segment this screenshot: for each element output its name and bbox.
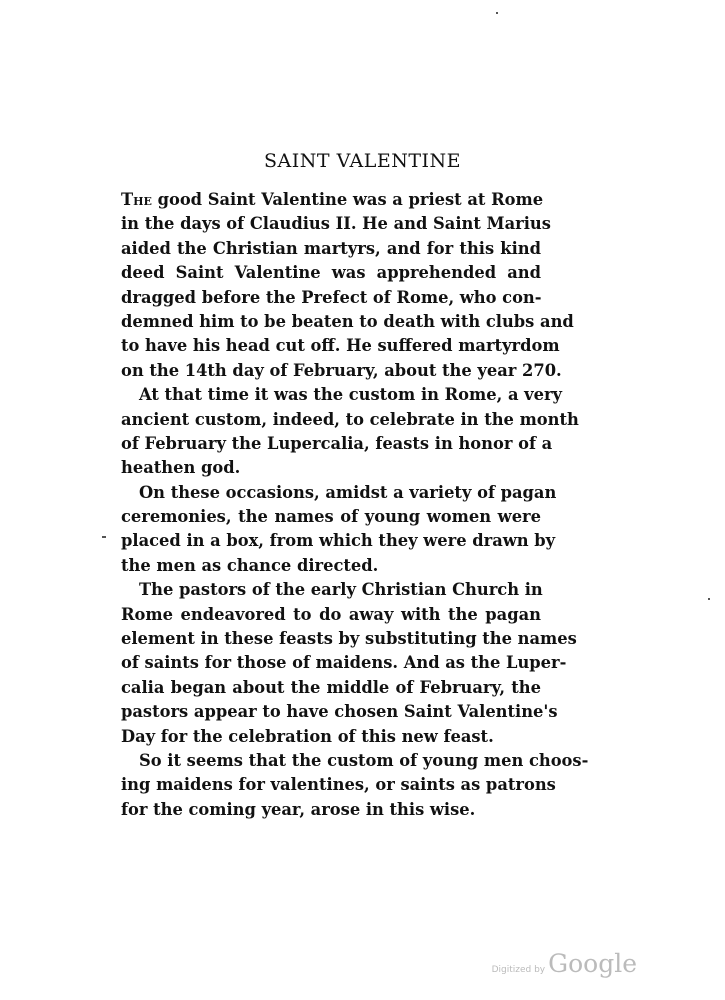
text-line-11: of February the Lupercalia, feasts in honor of a (121, 433, 553, 453)
text-line-5: dragged before the Prefect of Rome, who con- (121, 287, 542, 307)
text-line-16: the men as chance directed. (121, 555, 379, 575)
text-line-19: element in these feasts by substituting the names (121, 629, 577, 649)
text-line-8: on the 14th day of February, about the year 270. (121, 360, 562, 380)
text-line-15: placed in a box, from which they were drawn by (121, 531, 556, 551)
body-text (121, 188, 589, 822)
text-line-20: of saints for those of maidens. And as the Luper- (121, 653, 567, 673)
scan-speck-left (102, 536, 106, 538)
google-watermark (492, 949, 637, 978)
text-line-2: in the days of Claudius II. He and Saint Marius (121, 214, 551, 234)
google-logo: Google (548, 949, 637, 978)
text-line-26: for the coming year, arose in this wise. (121, 799, 476, 819)
scan-speck-right (708, 598, 710, 600)
text-line-7: to have his head cut off. He suffered martyrdom (121, 336, 560, 356)
digitized-by-label: Digitized by (491, 965, 546, 975)
text-line-17: The pastors of the early Christian Church in (139, 580, 543, 600)
text-line-14: ceremonies, the names of young women were (121, 507, 541, 527)
text-line-1 (121, 188, 544, 212)
text-line-24: So it seems that the custom of young men choos- (139, 750, 589, 770)
text-line-23: Day for the celebration of this new feast. (121, 726, 494, 746)
text-line-12: heathen god. (121, 458, 241, 478)
scan-speck-top (496, 12, 498, 14)
text-line-9: At that time it was the custom in Rome, a very (139, 385, 563, 405)
text-line-25: ing maidens for valentines, or saints as patrons (121, 775, 556, 795)
text-line-4: deed Saint Valentine was apprehended and (121, 263, 541, 283)
first-word-small-caps: The (121, 190, 152, 209)
page-title: SAINT VALENTINE (263, 150, 462, 172)
text-line-1-rest: good Saint Valentine was a priest at Rome (151, 190, 544, 209)
text-line-6: demned him to be beaten to death with clubs and (121, 311, 574, 331)
text-line-13: On these occasions, amidst a variety of pagan (139, 482, 557, 502)
text-line-18: Rome endeavored to do away with the pagan (121, 604, 541, 624)
text-line-3: aided the Christian martyrs, and for this kind (121, 238, 541, 258)
text-line-22: pastors appear to have chosen Saint Valentine's (121, 702, 558, 722)
text-line-21: calia began about the middle of February, the (121, 677, 541, 697)
text-line-10: ancient custom, indeed, to celebrate in the month (121, 409, 579, 429)
